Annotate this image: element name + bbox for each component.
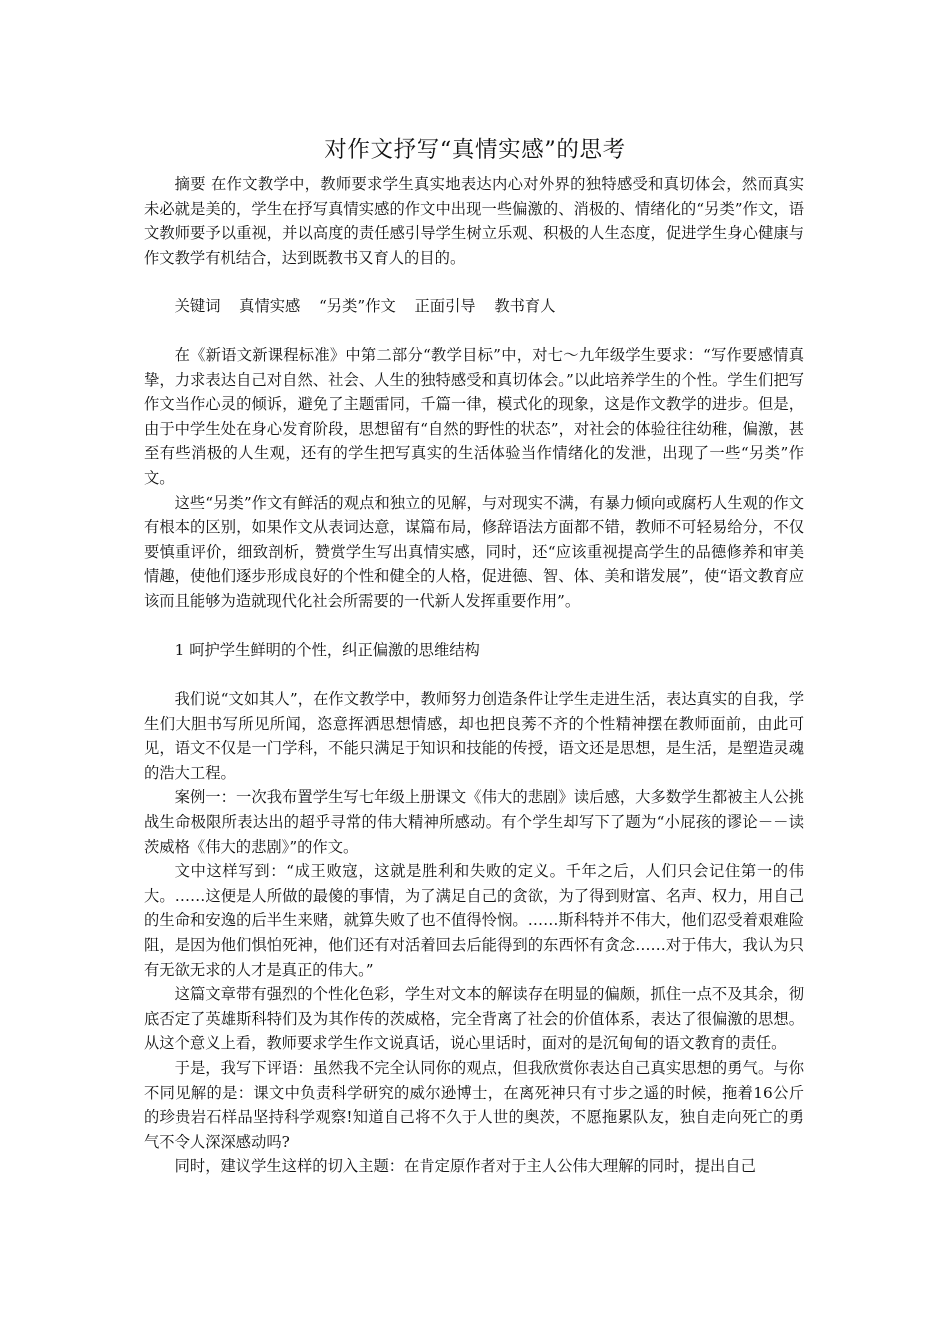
keywords-label: 关键词: [174, 297, 221, 316]
spacer: [144, 270, 804, 294]
keyword: 真情实感: [239, 297, 301, 316]
spacer: [144, 662, 804, 687]
keyword: “另类”作文: [318, 297, 396, 316]
spacer: [144, 614, 804, 638]
section-heading: 1 呵护学生鲜明的个性，纠正偏激的思维结构: [174, 640, 480, 659]
abstract-paragraph: 摘要 在作文教学中，教师要求学生真实地表达内心对外界的独特感受和真切体会，然而真实未必就是美的，学生在抒写真情实感的作文中出现一些偏激的、消极的、情绪化的“另类”作文，语文教师要予以重视，并以高度的责任感引导学生树立乐观、积极的人生态度，促进学生身心健康与作文教学有机结合，达到既教书又育人的目的。: [144, 175, 804, 267]
document-title: 对作文抒写“真情实感”的思考: [324, 137, 626, 163]
body-paragraph: 我们说“文如其人”，在作文教学中，教师努力创造条件让学生走进生活，表达真实的自我，学生们大胆书写所见所闻，恣意挥洒思想情感，却也把良莠不齐的个性精神摆在教师面前，由此可见，语文不仅是一门学科，不能只满足于知识和技能的传授，语文还是思想，是生活，是塑造灵魂的浩大工程。: [144, 690, 804, 782]
spacer: [144, 319, 804, 343]
body-paragraph: 文中这样写到：“成王败寇，这就是胜利和失败的定义。千年之后，人们只会记住第一的伟大。……这便是人所做的最傻的事情，为了满足自己的贪欲，为了得到财富、名声、权力，用自己的生命和安逸的后半生来赌，就算失败了也不值得怜悯。……斯科特并不伟大，他们忍受着艰难险阻，是因为他们惧怕死神，他们还有对活着回去后能得到的东西怀有贪念……对于伟大，我认为只有无欲无求的人才是真正的伟大。”: [144, 862, 804, 979]
document-body: [144, 172, 804, 1179]
body-paragraph: 这些“另类”作文有鲜活的观点和独立的见解，与对现实不满，有暴力倾向或腐朽人生观的作文有根本的区别，如果作文从表词达意，谋篇布局，修辞语法方面都不错，教师不可轻易给分，不仅要慎重评价，细致剖析，赞赏学生写出真情实感，同时，还“应该重视提高学生的品德修养和审美情趣，使他们逐步形成良好的个性和健全的人格，促进德、智、体、美和谐发展”，使“语文教育应该而且能够为造就现代化社会所需要的一代新人发挥重要作用”。: [144, 493, 804, 610]
body-paragraph: 同时，建议学生这样的切入主题：在肯定原作者对于主人公伟大理解的同时，提出自己: [174, 1157, 756, 1176]
body-paragraph: 于是，我写下评语：虽然我不完全认同你的观点，但我欣赏你表达自己真实思想的勇气。与你不同见解的是：课文中负责科学研究的威尔逊博士，在离死神只有寸步之遥的时候，拖着16公斤的珍贵岩石样品坚持科学观察!知道自己将不久于人世的奥茨，不愿拖累队友，独自走向死亡的勇气不令人深深感动吗?: [144, 1059, 804, 1151]
body-paragraph: 案例一：一次我布置学生写七年级上册课文《伟大的悲剧》读后感，大多数学生都被主人公挑战生命极限所表达出的超乎寻常的伟大精神所感动。有个学生却写下了题为“小屁孩的谬论－－读茨威格《伟大的悲剧》”的作文。: [144, 788, 804, 856]
body-paragraph: 这篇文章带有强烈的个性化色彩，学生对文本的解读存在明显的偏颇，抓住一点不及其余，彻底否定了英雄斯科特们及为其作传的茨威格，完全背离了社会的价值体系，表达了很偏激的思想。从这个意义上看，教师要求学生作文说真话，说心里话时，面对的是沉甸甸的语文教育的责任。: [144, 985, 804, 1053]
keyword: 正面引导: [414, 297, 476, 316]
body-paragraph: 在《新语文新课程标准》中第二部分“教学目标”中，对七～九年级学生要求：“写作要感情真挚，力求表达自己对自然、社会、人生的独特感受和真切体会。”以此培养学生的个性。学生们把写作文当作心灵的倾诉，避免了主题雷同，千篇一律，模式化的现象，这是作文教学的进步。但是，由于中学生处在身心发育阶段，思想留有“自然的野性的状态”，对社会的体验往往幼稚，偏激，甚至有些消极的人生观，还有的学生把写真实的生活体验当作情绪化的发泄，出现了一些“另类”作文。: [144, 345, 804, 487]
keyword: 教书育人: [494, 297, 556, 316]
keywords-line: [144, 294, 804, 319]
